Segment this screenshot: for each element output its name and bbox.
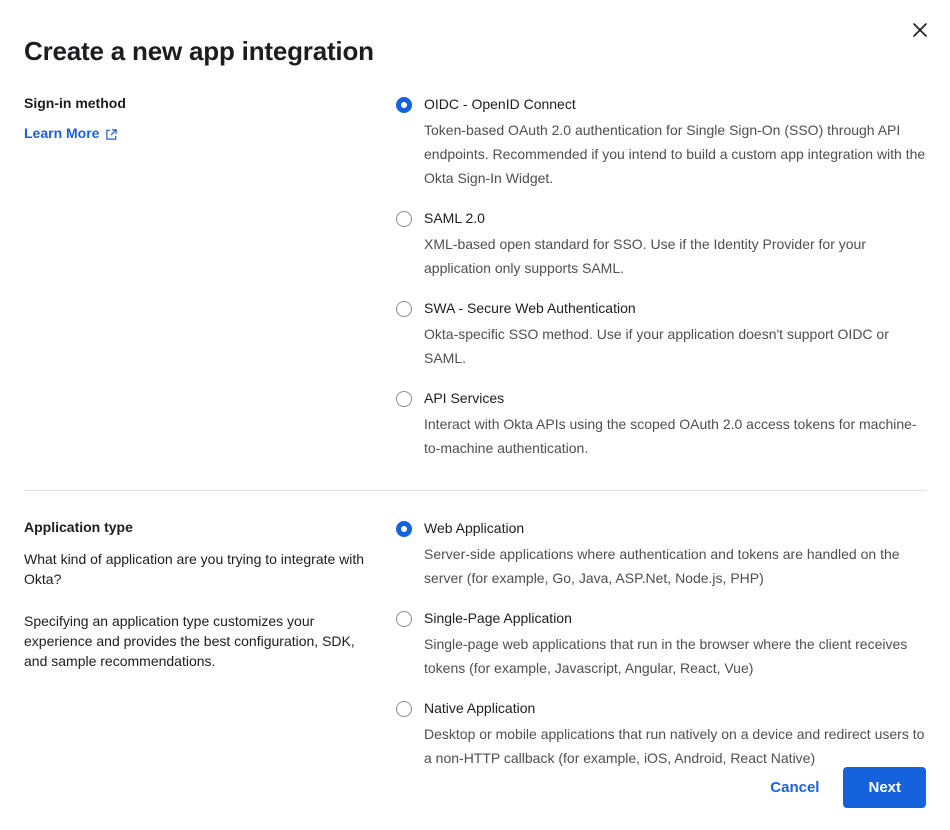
signin-method-options: [396, 93, 926, 460]
application-type-helper-1: What kind of application are you trying to integrate with Okta?: [24, 551, 365, 587]
cancel-button[interactable]: Cancel: [758, 769, 831, 806]
radio-description: Server-side applications where authentication and tokens are handled on the server (for example, Go, Java, ASP.Net, Node.js, PHP): [424, 546, 900, 586]
radio-description: XML-based open standard for SSO. Use if the Identity Provider for your application only supports SAML.: [424, 236, 866, 276]
radio-body: [424, 698, 926, 770]
radio-body: [424, 298, 926, 370]
signin-method-section: [24, 67, 926, 460]
close-icon[interactable]: [906, 16, 934, 44]
radio-label: API Services: [424, 390, 505, 406]
radio-option-saml[interactable]: [396, 208, 926, 280]
external-link-icon: [105, 128, 118, 141]
radio-indicator: [396, 97, 412, 113]
learn-more-link[interactable]: [24, 125, 118, 141]
radio-option-single-page-application[interactable]: [396, 608, 926, 680]
radio-body: [424, 388, 926, 460]
radio-body: [424, 94, 926, 190]
application-type-left: [24, 517, 396, 770]
radio-description: Token-based OAuth 2.0 authentication for Single Sign-On (SSO) through API endpoints. Recommended if you intend to build a custom app integration with the Okta Sign-In Widget.: [424, 122, 926, 186]
radio-indicator: [396, 211, 412, 227]
dialog-footer: [24, 767, 926, 808]
application-type-helper-2: Specifying an application type customizes your experience and provides the best configuration, SDK, and sample recommendations.: [24, 613, 355, 669]
radio-option-oidc[interactable]: [396, 94, 926, 190]
close-icon-glyph: [912, 22, 928, 38]
radio-body: [424, 208, 926, 280]
radio-label: SAML 2.0: [424, 210, 485, 226]
radio-description: Single-page web applications that run in the browser where the client receives tokens (for example, Javascript, Angular, React, Vue): [424, 636, 908, 676]
application-type-label: Application type: [24, 519, 133, 535]
radio-label: Web Application: [424, 520, 525, 536]
radio-label: Native Application: [424, 700, 536, 716]
learn-more-label: Learn More: [24, 125, 100, 141]
radio-label: Single-Page Application: [424, 610, 572, 626]
radio-option-swa[interactable]: [396, 298, 926, 370]
radio-description: Okta-specific SSO method. Use if your application doesn't support OIDC or SAML.: [424, 326, 889, 366]
radio-option-api-services[interactable]: [396, 388, 926, 460]
radio-body: [424, 518, 926, 590]
signin-method-label: Sign-in method: [24, 95, 126, 111]
radio-indicator: [396, 391, 412, 407]
radio-description: Interact with Okta APIs using the scoped OAuth 2.0 access tokens for machine-to-machine authentication.: [424, 416, 917, 456]
next-button[interactable]: Next: [843, 767, 926, 808]
application-type-options: [396, 517, 926, 770]
radio-indicator: [396, 701, 412, 717]
signin-method-left: [24, 93, 396, 460]
application-type-section: [24, 491, 926, 770]
radio-indicator: [396, 301, 412, 317]
radio-body: [424, 608, 926, 680]
radio-indicator: [396, 611, 412, 627]
radio-indicator: [396, 521, 412, 537]
radio-label: SWA - Secure Web Authentication: [424, 300, 636, 316]
radio-description: Desktop or mobile applications that run natively on a device and redirect users to a non-HTTP callback (for example, iOS, Android, React Native): [424, 726, 925, 766]
radio-option-web-application[interactable]: [396, 518, 926, 590]
radio-option-native-application[interactable]: [396, 698, 926, 770]
radio-label: OIDC - OpenID Connect: [424, 96, 576, 112]
page-title: Create a new app integration: [24, 36, 374, 66]
